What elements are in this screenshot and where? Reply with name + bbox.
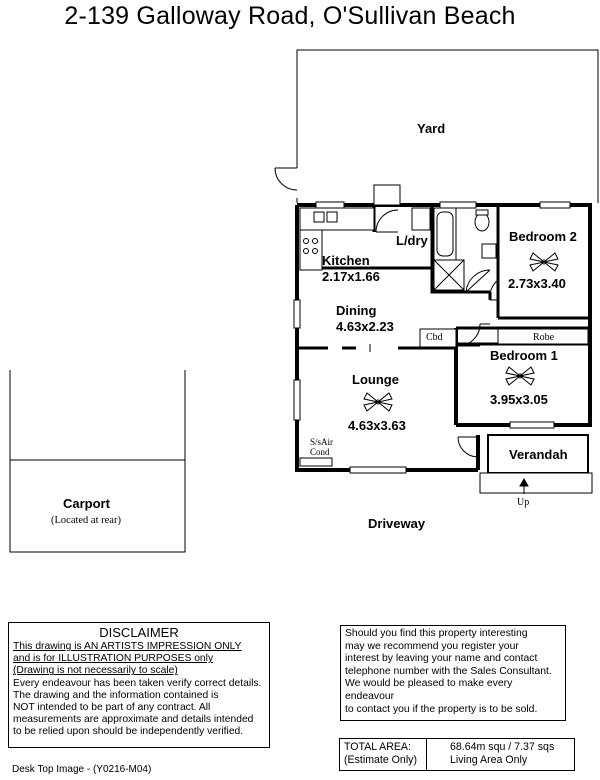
dining-size: 4.63x2.23: [336, 319, 394, 334]
yard-gate: [275, 168, 297, 190]
disclaimer-line-8: to be relied upon should be independently verified.: [13, 726, 244, 738]
verandah-step: [480, 473, 592, 493]
dining-label: Dining: [336, 303, 377, 318]
area-label-2: (Estimate Only): [344, 754, 417, 766]
disclaimer-line-4: Every endeavour has been taken verify correct details.: [13, 677, 262, 689]
kitchen-size: 2.17x1.66: [322, 269, 380, 284]
lounge-size: 4.63x3.63: [348, 418, 406, 433]
up-label: Up: [517, 497, 530, 508]
yard-outline: [297, 50, 598, 203]
footer-image-code: Desk Top Image - (Y0216-M04): [12, 764, 152, 775]
aircond-label-1: S/sAir: [310, 437, 334, 447]
disclaimer-line-2: and is for ILLUSTRATION PURPOSES only: [13, 653, 214, 665]
lounge-label: Lounge: [352, 372, 399, 387]
verandah-label: Verandah: [509, 447, 568, 462]
area-value-2: Living Area Only: [450, 754, 528, 766]
laundry-door: [376, 210, 398, 232]
interest-line-6: to contact you if the property is to be sold.: [345, 703, 538, 715]
interest-line-1: Should you find this property interesting: [345, 628, 528, 639]
robe-label: Robe: [533, 332, 555, 343]
bedroom2-size: 2.73x3.40: [508, 276, 566, 291]
driveway-label: Driveway: [368, 516, 426, 531]
laundry-label: L/dry: [396, 233, 428, 248]
cbd-label: Cbd: [426, 332, 443, 343]
disclaimer-heading: DISCLAIMER: [99, 625, 179, 640]
bedroom1-size: 3.95x3.05: [490, 392, 548, 407]
area-label-1: TOTAL AREA:: [344, 741, 411, 753]
total-area-box: [339, 738, 575, 771]
area-value-1: 68.64m squ / 7.37 sqs: [450, 741, 555, 753]
area-labels: [344, 741, 417, 767]
bathroom-door: [466, 270, 490, 292]
disclaimer-line-3: (Drawing is not necessarily to scale): [13, 665, 178, 677]
interest-line-5: We would be pleased to make every endeavour: [345, 678, 513, 702]
bedroom2-label: Bedroom 2: [509, 229, 577, 244]
disclaimer-line-7: measurements are approximate and details intended: [13, 714, 254, 726]
interest-line-2: may we recommend you register your: [345, 640, 519, 652]
interest-box: [340, 625, 566, 721]
area-values: [450, 741, 554, 767]
area-divider: [426, 739, 427, 770]
yard-label: Yard: [417, 121, 446, 136]
ceiling-fan-bedroom2: [530, 253, 558, 271]
kitchen-label: Kitchen: [322, 253, 370, 268]
disclaimer-line-5: The drawing and the information contained is: [13, 689, 219, 701]
ceiling-fan-bedroom1: [506, 367, 534, 385]
carport-note: (Located at rear): [51, 515, 121, 526]
disclaimer-box: [8, 622, 270, 748]
interest-line-3: interest by leaving your name and contact: [345, 653, 538, 665]
bathroom-fixtures: [434, 208, 496, 290]
vent-box: [374, 185, 400, 205]
interest-line-4: telephone number with the Sales Consultant.: [345, 665, 552, 677]
disclaimer-line-1: This drawing is AN ARTISTS IMPRESSION ONLY: [13, 641, 242, 652]
aircond-label-2: Cond: [310, 447, 330, 457]
page-title: 2-139 Galloway Road, O'Sullivan Beach: [64, 2, 516, 30]
disclaimer-line-6: NOT intended to be part of any contract. All: [13, 702, 211, 714]
ceiling-fan-lounge: [364, 393, 392, 411]
front-door: [458, 437, 478, 457]
lounge-opening: [342, 344, 420, 352]
bedroom1-label: Bedroom 1: [490, 348, 558, 363]
aircond-unit: [300, 458, 332, 466]
carport-label: Carport: [63, 496, 110, 511]
laundry-tub: [412, 208, 430, 230]
